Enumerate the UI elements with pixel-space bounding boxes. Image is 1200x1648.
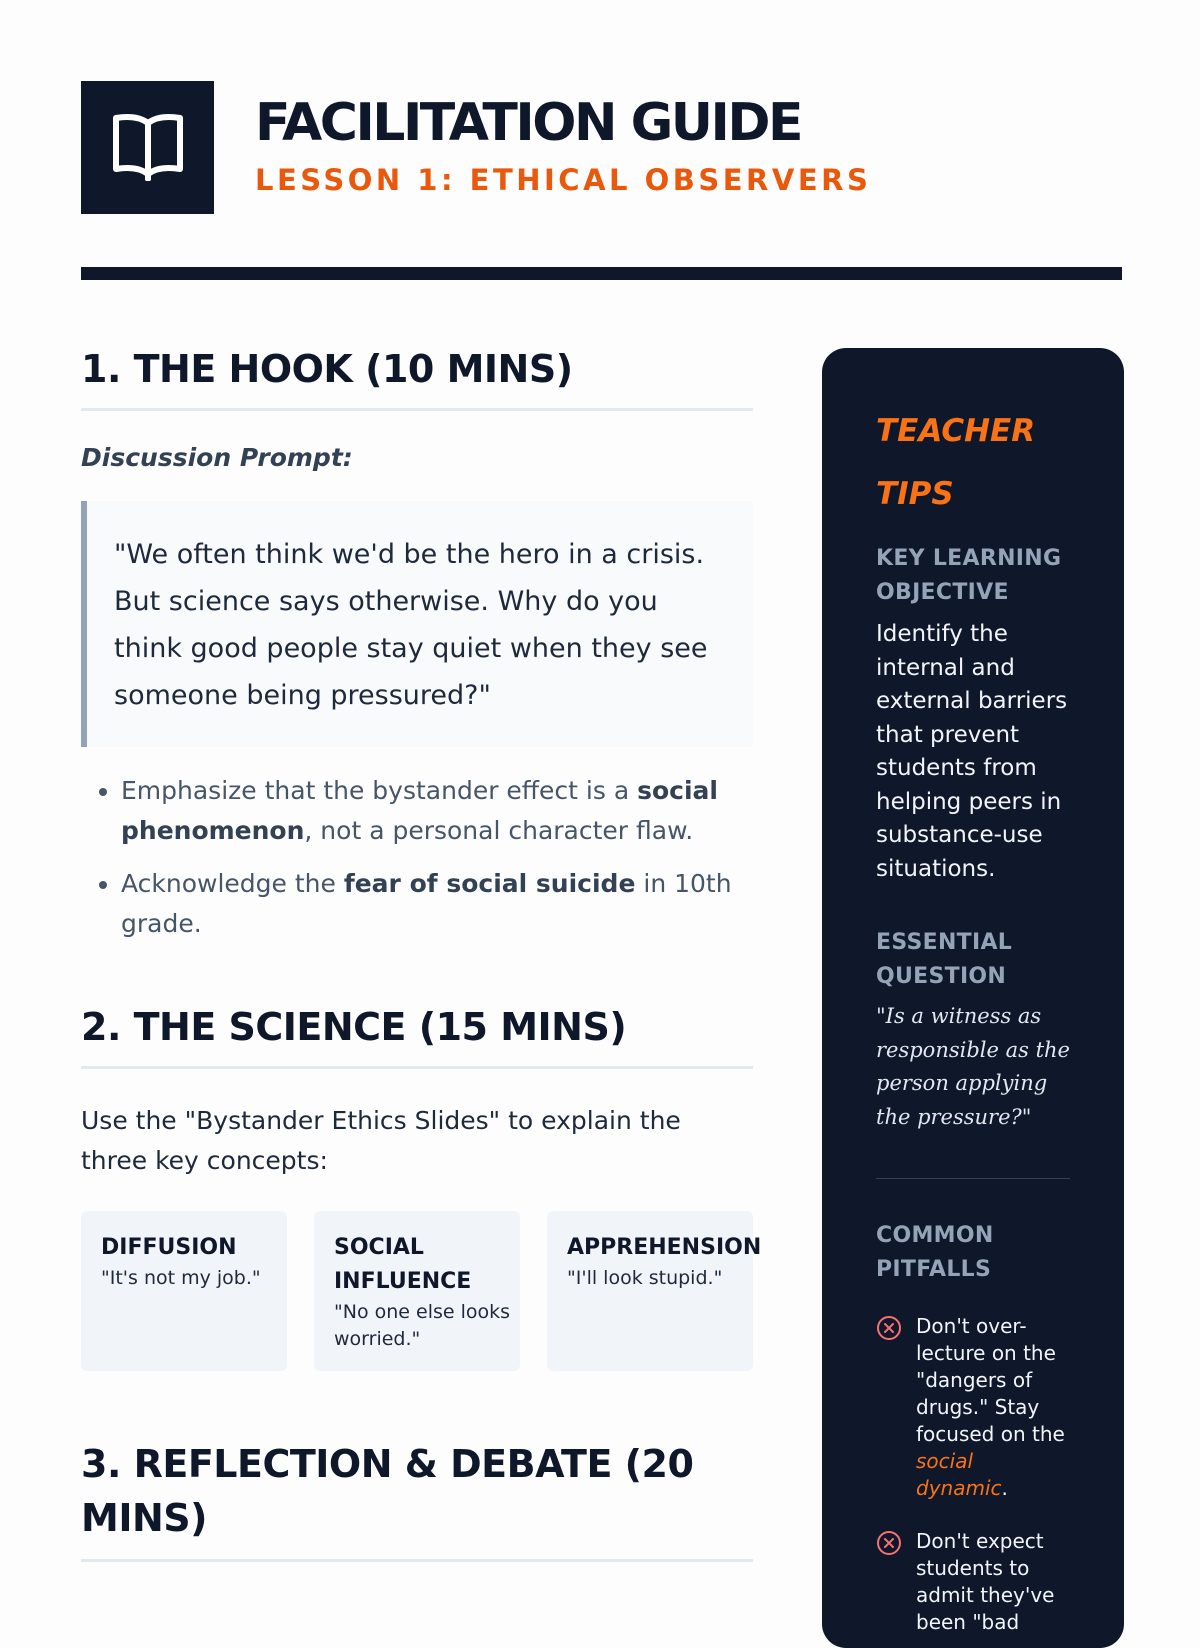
- pitfall-text: Don't expect students to admit they've been "bad: [916, 1529, 1055, 1634]
- x-circle-icon: [876, 1313, 916, 1502]
- bullet-emphasis: social phenomenon: [121, 776, 718, 845]
- page-title: FACILITATION GUIDE: [255, 93, 802, 153]
- question-text: "Is a witness as responsible as the person applying the pressure?": [876, 1004, 1070, 1129]
- logo: [81, 81, 214, 214]
- objective-text: Identify the internal and external barriers that prevent students from helping peers in substance-use situations.: [876, 621, 1068, 882]
- section-divider: [81, 1066, 753, 1069]
- section-divider: [81, 1559, 753, 1562]
- concept-card-apprehension: [547, 1211, 762, 1371]
- section-title-science: 2. THE SCIENCE (15 MINS): [81, 1005, 627, 1049]
- discussion-prompt-label: Discussion Prompt:: [81, 443, 353, 472]
- pitfalls-label: COMMON PITFALLS: [876, 1223, 994, 1282]
- bullet-text: in 10th grade.: [121, 869, 732, 938]
- question-label: ESSENTIAL QUESTION: [876, 930, 1013, 989]
- bullet-text: Acknowledge the: [121, 869, 344, 898]
- science-intro: Use the "Bystander Ethics Slides" to explain the three key concepts:: [81, 1106, 681, 1175]
- discussion-quote: "We often think we'd be the hero in a crisis. But science says otherwise. Why do you think good people stay quiet when they see someone being pressured?": [81, 501, 753, 747]
- page-header: [81, 81, 1122, 281]
- pitfall-item: [876, 1528, 1070, 1636]
- bullet-emphasis: fear of social suicide: [343, 869, 636, 898]
- list-item: [121, 771, 753, 851]
- section-title-reflection: 3. REFLECTION & DEBATE (20 MINS): [81, 1442, 694, 1540]
- pitfall-emphasis: social dynamic: [916, 1449, 1002, 1500]
- section-title-hook: 1. THE HOOK (10 MINS): [81, 347, 573, 391]
- concept-quote: "No one else looks worried.": [334, 1301, 511, 1350]
- concept-card-diffusion: [81, 1211, 287, 1371]
- bullet-text: Emphasize that the bystander effect is a: [121, 776, 638, 805]
- pitfall-text: [916, 1313, 1070, 1502]
- list-item: [121, 864, 753, 944]
- sidebar-divider: [876, 1178, 1070, 1179]
- section-science: [81, 1000, 762, 1371]
- open-book-icon: [110, 111, 186, 185]
- x-circle-icon: [876, 1528, 916, 1636]
- concept-title: DIFFUSION: [101, 1235, 237, 1260]
- section-hook: [81, 342, 753, 944]
- lesson-subtitle: LESSON 1: ETHICAL OBSERVERS: [255, 163, 872, 197]
- sidebar-title: TEACHER TIPS: [876, 413, 1036, 512]
- header-divider: [81, 267, 1122, 280]
- concept-card-social-influence: [314, 1211, 520, 1371]
- pitfall-item: [876, 1313, 1070, 1502]
- teacher-tips-sidebar: [822, 348, 1124, 1648]
- bullet-text: , not a personal character flaw.: [304, 816, 694, 845]
- objective-label: KEY LEARNING OBJECTIVE: [876, 546, 1062, 605]
- main-content: [81, 342, 762, 1562]
- hook-bullet-list: [81, 771, 753, 944]
- concept-title: SOCIAL INFLUENCE: [334, 1235, 472, 1294]
- concept-quote: "I'll look stupid.": [567, 1267, 723, 1289]
- pitfall-text-part: .: [1001, 1476, 1008, 1500]
- concept-cards: [81, 1211, 762, 1371]
- concept-quote: "It's not my job.": [101, 1267, 261, 1289]
- pitfall-text-part: Don't over-lecture on the "dangers of drugs." Stay focused on the: [916, 1314, 1065, 1446]
- section-reflection: [81, 1437, 753, 1562]
- section-divider: [81, 408, 753, 411]
- concept-title: APPREHENSION: [567, 1235, 762, 1260]
